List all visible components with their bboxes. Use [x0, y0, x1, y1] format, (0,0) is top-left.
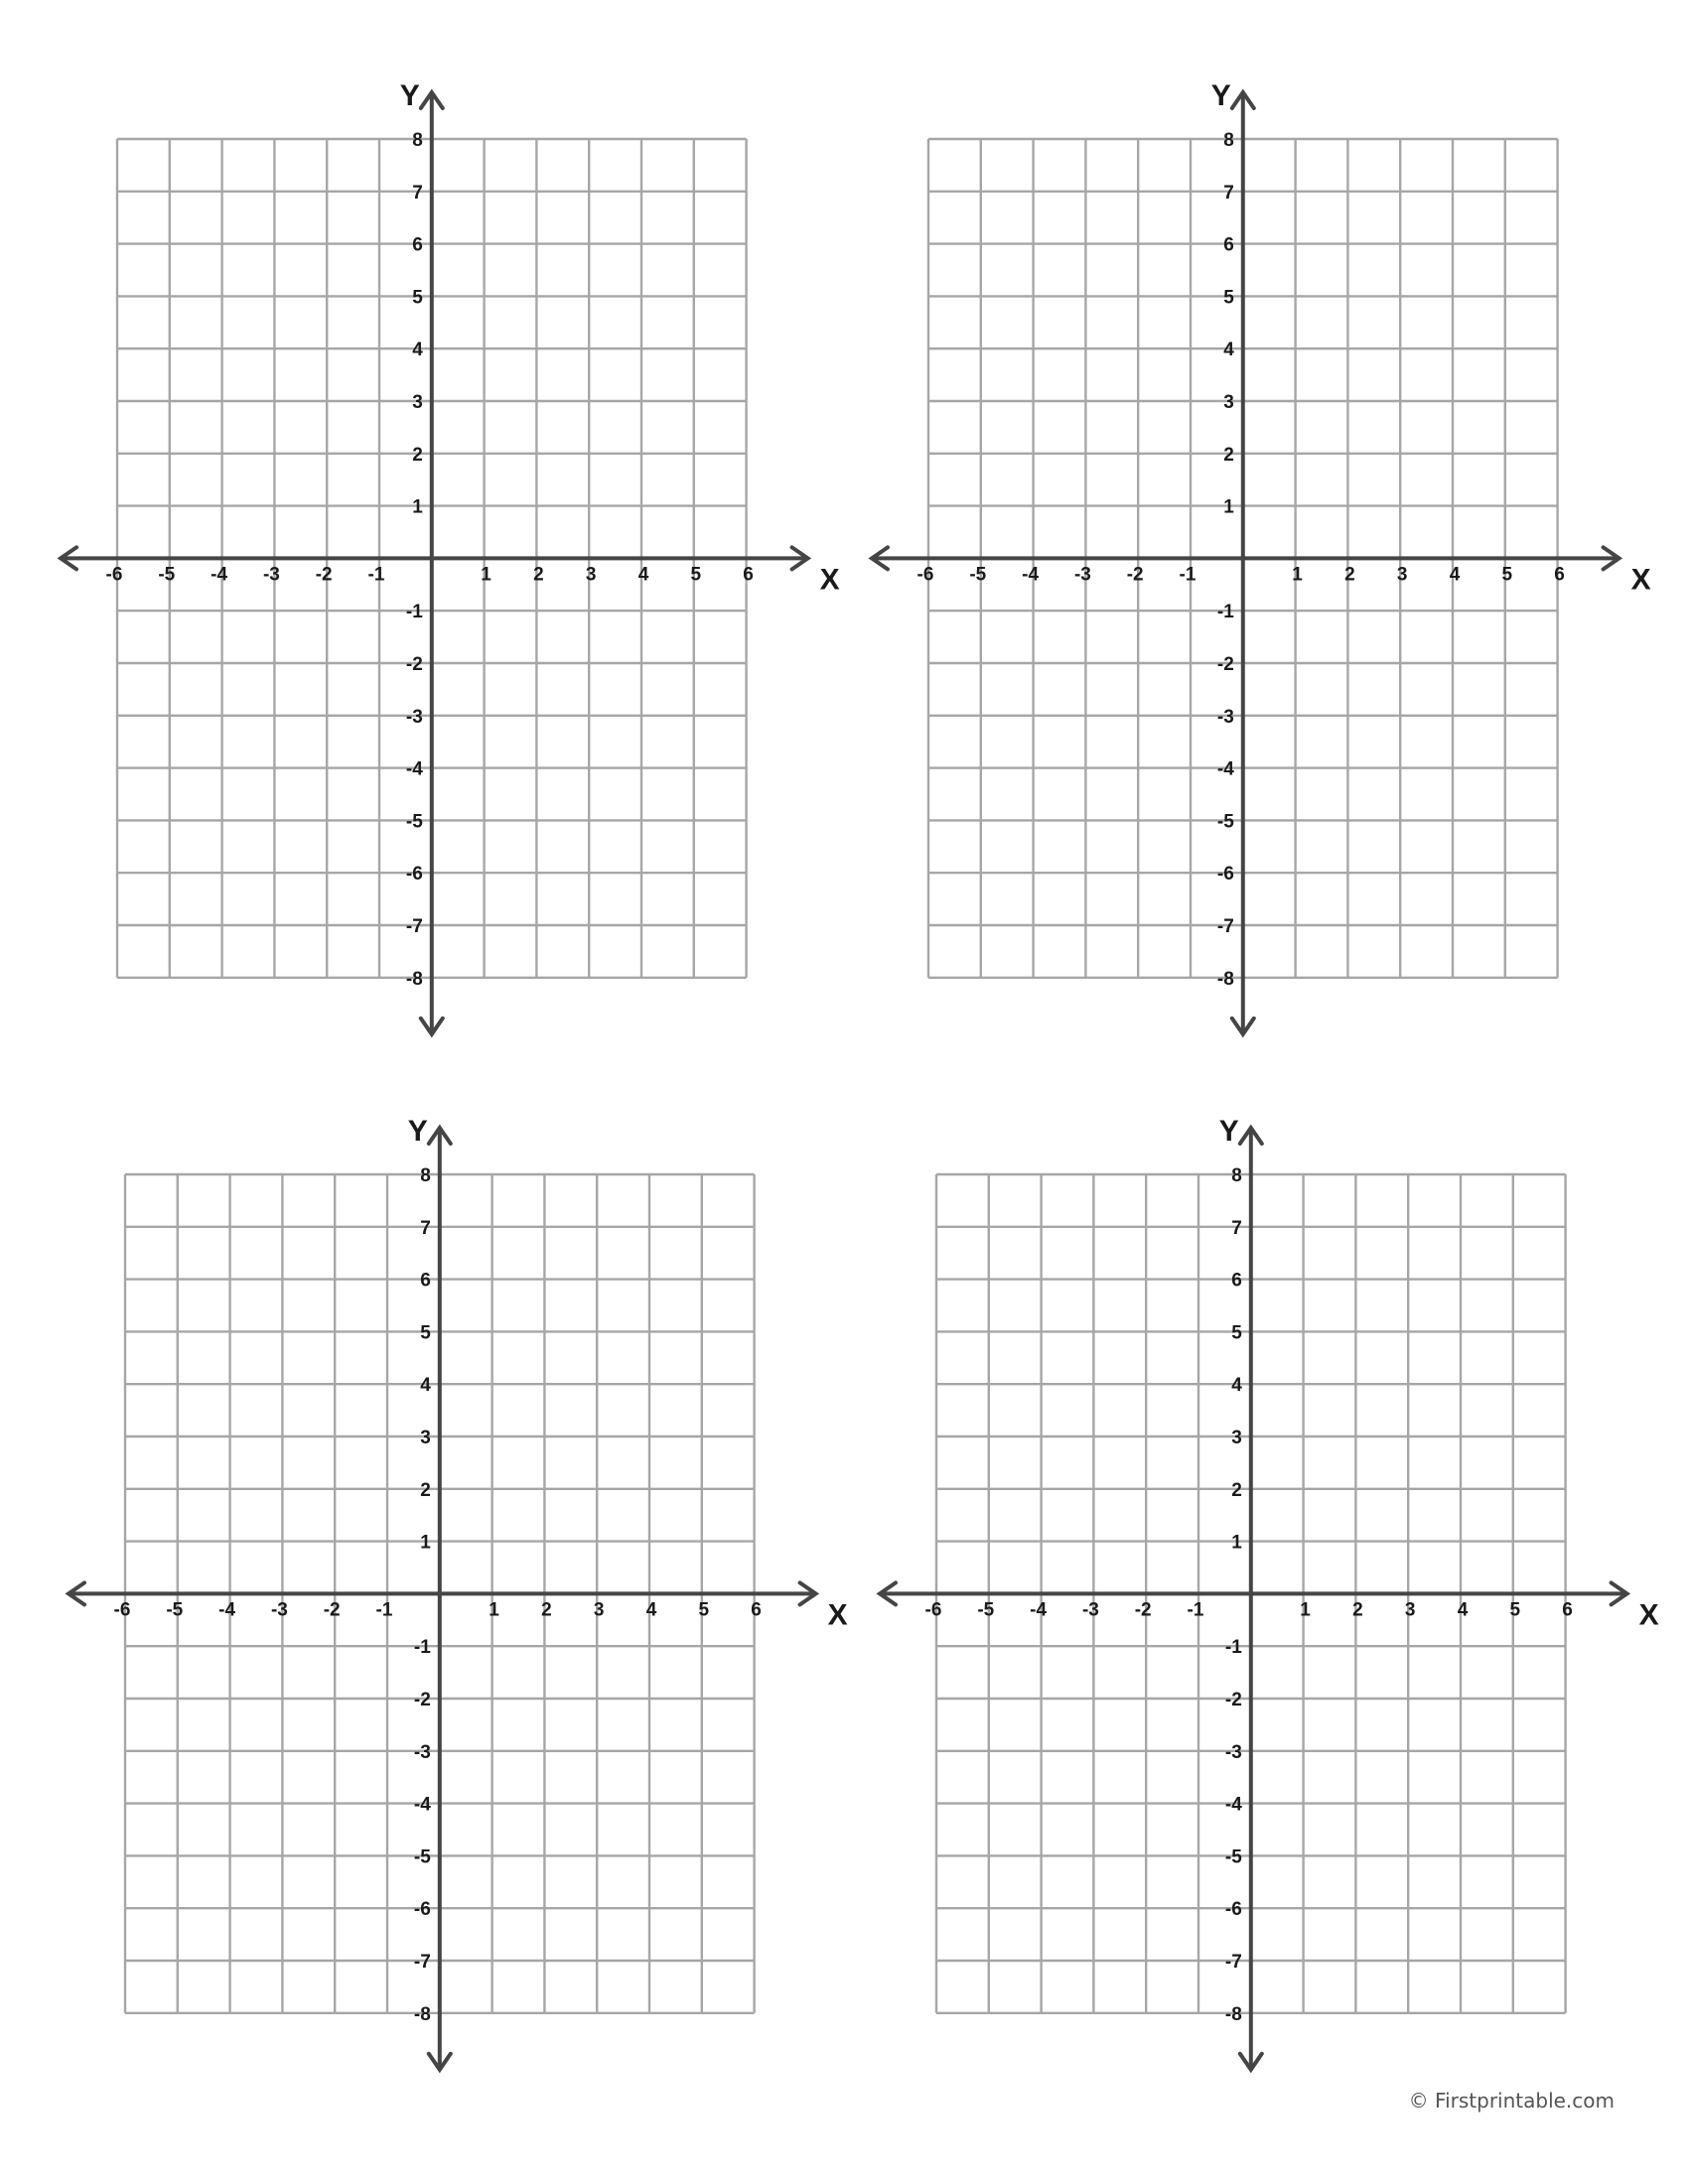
- y-tick-label: 1: [412, 496, 423, 518]
- y-tick-label: -1: [1216, 602, 1234, 623]
- y-tick-label: -4: [1224, 1794, 1242, 1816]
- x-tick-label: -3: [1081, 1599, 1099, 1621]
- coordinate-grid-2: [872, 79, 1651, 1034]
- y-tick-label: 6: [420, 1270, 431, 1292]
- y-tick-label: -3: [1216, 706, 1234, 728]
- y-tick-label: -8: [413, 2003, 431, 2025]
- coordinate-grid-1: [61, 79, 840, 1034]
- x-tick-label: -6: [924, 1599, 942, 1621]
- x-tick-label: 4: [637, 564, 649, 586]
- x-tick-label: -4: [1022, 564, 1040, 586]
- y-tick-label: 4: [1223, 340, 1234, 361]
- x-tick-label: 5: [1501, 564, 1513, 586]
- x-tick-label: -5: [166, 1599, 184, 1621]
- y-tick-label: 8: [1223, 130, 1234, 151]
- x-tick-label: -6: [916, 564, 934, 586]
- y-tick-label: -8: [405, 968, 423, 990]
- y-tick-label: 4: [420, 1375, 431, 1397]
- x-tick-label: -3: [1073, 564, 1091, 586]
- y-axis-title: Y: [1210, 79, 1231, 112]
- coordinate-grid-3: [69, 1115, 848, 2070]
- y-tick-label: -7: [1216, 916, 1234, 937]
- y-tick-label: -3: [413, 1741, 431, 1763]
- x-tick-label: -5: [969, 564, 987, 586]
- y-tick-label: -1: [1224, 1637, 1242, 1659]
- x-tick-label: 3: [585, 564, 597, 586]
- y-tick-label: -2: [413, 1690, 431, 1710]
- x-tick-label: -4: [211, 564, 228, 586]
- y-tick-label: 8: [412, 130, 423, 151]
- y-tick-label: 6: [412, 234, 423, 256]
- x-tick-label: 2: [533, 564, 544, 586]
- y-tick-label: -1: [413, 1637, 431, 1659]
- x-axis-title: X: [1638, 1598, 1659, 1632]
- y-tick-label: -7: [1224, 1952, 1242, 1973]
- y-tick-label: 7: [420, 1217, 431, 1239]
- x-axis-title: X: [819, 563, 840, 597]
- y-tick-label: -4: [405, 758, 423, 780]
- x-axis-title: X: [827, 1598, 848, 1632]
- x-tick-label: 3: [1404, 1599, 1416, 1621]
- y-tick-label: -8: [1216, 968, 1234, 990]
- x-tick-label: 6: [751, 1599, 762, 1621]
- x-tick-label: 1: [1300, 1599, 1311, 1621]
- y-tick-label: 3: [420, 1428, 431, 1448]
- y-tick-label: -8: [1224, 2003, 1242, 2025]
- x-tick-label: 1: [481, 564, 492, 586]
- y-tick-label: -7: [413, 1952, 431, 1973]
- y-tick-label: 3: [1231, 1428, 1242, 1448]
- x-tick-label: 1: [1292, 564, 1303, 586]
- x-tick-label: -3: [262, 564, 280, 586]
- y-tick-label: 7: [1223, 182, 1234, 204]
- x-tick-label: 1: [489, 1599, 499, 1621]
- y-tick-label: 5: [1223, 287, 1234, 309]
- x-tick-label: -5: [977, 1599, 995, 1621]
- x-tick-label: 4: [645, 1599, 657, 1621]
- y-tick-label: -3: [1224, 1741, 1242, 1763]
- y-tick-label: -1: [405, 602, 423, 623]
- x-tick-label: -2: [315, 564, 333, 586]
- y-tick-label: 2: [420, 1479, 431, 1501]
- y-axis-title: Y: [1218, 1115, 1239, 1148]
- y-tick-label: -6: [1224, 1899, 1242, 1921]
- x-tick-label: 2: [541, 1599, 552, 1621]
- y-tick-label: 6: [1223, 234, 1234, 256]
- y-axis-title: Y: [399, 79, 420, 112]
- y-tick-label: -6: [405, 864, 423, 886]
- x-tick-label: 6: [1554, 564, 1565, 586]
- x-tick-label: -2: [323, 1599, 341, 1621]
- x-tick-label: 2: [1352, 1599, 1363, 1621]
- x-tick-label: -1: [367, 564, 385, 586]
- y-tick-label: -2: [1216, 654, 1234, 675]
- x-tick-label: 5: [1509, 1599, 1521, 1621]
- y-tick-label: 5: [420, 1322, 431, 1344]
- y-tick-label: -5: [413, 1846, 431, 1868]
- x-tick-label: 6: [1562, 1599, 1573, 1621]
- x-tick-label: 6: [743, 564, 754, 586]
- x-tick-label: -1: [1179, 564, 1196, 586]
- y-tick-label: 3: [1223, 392, 1234, 413]
- y-tick-label: 4: [412, 340, 423, 361]
- y-tick-label: -5: [405, 811, 423, 833]
- x-tick-label: -1: [375, 1599, 393, 1621]
- x-tick-label: -6: [113, 1599, 131, 1621]
- y-tick-label: -6: [413, 1899, 431, 1921]
- y-tick-label: -3: [405, 706, 423, 728]
- x-tick-label: 3: [593, 1599, 605, 1621]
- x-tick-label: -1: [1187, 1599, 1204, 1621]
- y-tick-label: 4: [1231, 1375, 1242, 1397]
- y-tick-label: 1: [420, 1532, 431, 1554]
- y-tick-label: 8: [1231, 1165, 1242, 1186]
- x-tick-label: 3: [1396, 564, 1408, 586]
- x-tick-label: -2: [1134, 1599, 1152, 1621]
- x-tick-label: -4: [218, 1599, 236, 1621]
- y-tick-label: 7: [1231, 1217, 1242, 1239]
- x-tick-label: 5: [698, 1599, 710, 1621]
- y-tick-label: 1: [1223, 496, 1234, 518]
- y-tick-label: 8: [420, 1165, 431, 1186]
- y-tick-label: -2: [405, 654, 423, 675]
- x-tick-label: 5: [690, 564, 702, 586]
- y-axis-title: Y: [407, 1115, 428, 1148]
- y-tick-label: -6: [1216, 864, 1234, 886]
- footer-credit: © Firstprintable.com: [1408, 2089, 1615, 2113]
- x-tick-label: -3: [270, 1599, 288, 1621]
- coordinate-grid-4: [880, 1115, 1659, 2070]
- x-tick-label: -4: [1030, 1599, 1048, 1621]
- x-tick-label: 4: [1449, 564, 1461, 586]
- y-tick-label: 5: [412, 287, 423, 309]
- y-tick-label: 6: [1231, 1270, 1242, 1292]
- y-tick-label: 3: [412, 392, 423, 413]
- y-tick-label: 2: [412, 444, 423, 466]
- y-tick-label: -5: [1224, 1846, 1242, 1868]
- y-tick-label: 2: [1223, 444, 1234, 466]
- y-tick-label: -5: [1216, 811, 1234, 833]
- x-tick-label: 4: [1457, 1599, 1469, 1621]
- x-tick-label: -5: [158, 564, 176, 586]
- y-tick-label: 7: [412, 182, 423, 204]
- y-tick-label: 5: [1231, 1322, 1242, 1344]
- y-tick-label: 2: [1231, 1479, 1242, 1501]
- x-tick-label: -6: [105, 564, 123, 586]
- x-tick-label: 2: [1344, 564, 1355, 586]
- y-tick-label: -4: [413, 1794, 431, 1816]
- y-tick-label: 1: [1231, 1532, 1242, 1554]
- y-tick-label: -7: [405, 916, 423, 937]
- y-tick-label: -4: [1216, 758, 1234, 780]
- y-tick-label: -2: [1224, 1690, 1242, 1710]
- x-tick-label: -2: [1126, 564, 1144, 586]
- x-axis-title: X: [1630, 563, 1651, 597]
